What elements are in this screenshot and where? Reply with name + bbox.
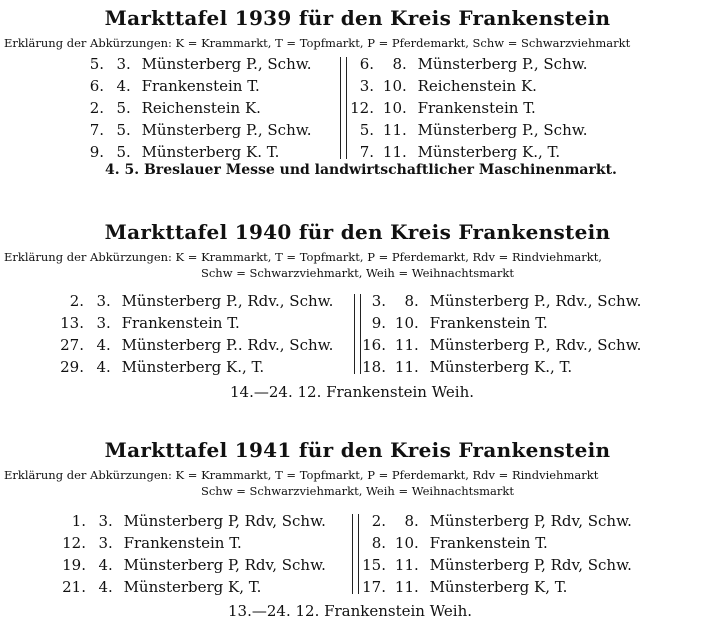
market-month: 8.	[404, 292, 419, 310]
section-title-1940: Markttafel 1940 für den Kreis Frankenstein	[104, 220, 611, 244]
market-entry: Münsterberg K, T.	[429, 578, 568, 596]
market-entry: Frankenstein T.	[429, 314, 548, 332]
abbreviation-legend-1941: Erklärung der Abkürzungen: K = Krammarkt, T = Topfmarkt, P = Pferdemarkt, Rdv = Rindviehmarkt	[4, 468, 599, 482]
market-entry: Münsterberg P., Schw.	[141, 121, 312, 139]
market-entry: Reichenstein K.	[417, 77, 537, 95]
market-entry: Münsterberg P, Rdv, Schw.	[123, 512, 326, 530]
market-month: 4.	[98, 556, 113, 574]
market-day: 13.	[60, 314, 84, 332]
table-row	[48, 312, 240, 334]
section-footer-1940: 14.—24. 12. Frankenstein Weih.	[230, 383, 475, 401]
market-day: 3.	[371, 292, 386, 310]
section-title-1939: Markttafel 1939 für den Kreis Frankenstein	[104, 6, 611, 30]
market-month: 8.	[404, 512, 419, 530]
market-day: 9.	[371, 314, 386, 332]
market-day: 16.	[362, 336, 386, 354]
table-row	[50, 532, 242, 554]
market-entry: Frankenstein T.	[429, 534, 548, 552]
market-month: 10.	[394, 534, 419, 552]
table-row	[338, 53, 588, 75]
table-row	[350, 554, 632, 576]
market-month: 11.	[382, 143, 407, 161]
market-entry: Münsterberg P., Schw.	[417, 55, 588, 73]
market-entry: Reichenstein K.	[141, 99, 261, 117]
table-row	[350, 334, 641, 356]
table-row	[350, 510, 632, 532]
table-row	[338, 97, 536, 119]
table-row	[68, 119, 312, 141]
market-month: 10.	[394, 314, 419, 332]
market-day: 15.	[362, 556, 386, 574]
market-entry: Frankenstein T.	[141, 77, 260, 95]
market-day: 2.	[69, 292, 84, 310]
market-month: 3.	[116, 55, 131, 73]
table-row	[68, 75, 260, 97]
market-month: 5.	[116, 99, 131, 117]
market-day: 1.	[71, 512, 86, 530]
table-row	[350, 532, 548, 554]
table-row	[350, 356, 572, 378]
market-entry: Frankenstein T.	[123, 534, 242, 552]
market-entry: Münsterberg K., T.	[417, 143, 561, 161]
table-row	[68, 53, 312, 75]
table-row	[48, 334, 333, 356]
market-entry: Münsterberg P., Rdv., Schw.	[429, 292, 642, 310]
market-day: 7.	[359, 143, 374, 161]
table-row	[350, 312, 548, 334]
table-row	[50, 576, 261, 598]
market-month: 11.	[382, 121, 407, 139]
market-month: 4.	[116, 77, 131, 95]
market-month: 11.	[394, 556, 419, 574]
market-day: 18.	[362, 358, 386, 376]
market-month: 5.	[116, 121, 131, 139]
market-day: 6.	[89, 77, 104, 95]
market-entry: Münsterberg P., Schw.	[141, 55, 312, 73]
table-row	[50, 510, 326, 532]
market-entry: Münsterberg P, Rdv, Schw.	[123, 556, 326, 574]
table-row	[48, 290, 333, 312]
section-footer-1939: 4. 5. Breslauer Messe und landwirtschaftlicher Maschinenmarkt.	[105, 162, 617, 178]
market-day: 9.	[89, 143, 104, 161]
market-day: 17.	[362, 578, 386, 596]
market-entry: Münsterberg P., Rdv., Schw.	[121, 292, 334, 310]
section-title-1941: Markttafel 1941 für den Kreis Frankenstein	[104, 438, 611, 462]
market-entry: Münsterberg P., Schw.	[417, 121, 588, 139]
market-day: 2.	[89, 99, 104, 117]
table-row	[350, 290, 641, 312]
market-day: 2.	[371, 512, 386, 530]
market-month: 3.	[96, 292, 111, 310]
market-entry: Frankenstein T.	[417, 99, 536, 117]
market-day: 8.	[371, 534, 386, 552]
market-month: 11.	[394, 358, 419, 376]
table-row	[68, 141, 279, 163]
market-entry: Münsterberg K, T.	[123, 578, 262, 596]
market-month: 8.	[392, 55, 407, 73]
market-month: 11.	[394, 578, 419, 596]
market-day: 7.	[89, 121, 104, 139]
market-day: 21.	[62, 578, 86, 596]
market-month: 3.	[98, 512, 113, 530]
abbreviation-legend-1941-line2: Schw = Schwarzviehmarkt, Weih = Weihnachtsmarkt	[200, 484, 514, 498]
market-month: 10.	[382, 99, 407, 117]
market-entry: Münsterberg P, Rdv, Schw.	[429, 556, 632, 574]
table-row	[338, 75, 537, 97]
market-month: 11.	[394, 336, 419, 354]
table-row	[68, 97, 261, 119]
market-day: 6.	[359, 55, 374, 73]
market-day: 3.	[359, 77, 374, 95]
market-entry: Münsterberg K., T.	[121, 358, 265, 376]
market-entry: Münsterberg K. T.	[141, 143, 280, 161]
market-month: 3.	[96, 314, 111, 332]
market-day: 27.	[60, 336, 84, 354]
market-month: 10.	[382, 77, 407, 95]
market-entry: Frankenstein T.	[121, 314, 240, 332]
table-row	[350, 576, 567, 598]
abbreviation-legend-1939: Erklärung der Abkürzungen: K = Krammarkt, T = Topfmarkt, P = Pferdemarkt, Schw = Schwarzviehmarkt	[4, 36, 631, 50]
table-row	[50, 554, 326, 576]
market-day: 19.	[62, 556, 86, 574]
market-entry: Münsterberg P., Rdv., Schw.	[429, 336, 642, 354]
market-entry: Münsterberg P.. Rdv., Schw.	[121, 336, 334, 354]
table-row	[338, 119, 588, 141]
market-day: 12.	[350, 99, 374, 117]
market-day: 12.	[62, 534, 86, 552]
market-month: 4.	[96, 336, 111, 354]
market-day: 5.	[89, 55, 104, 73]
market-day: 29.	[60, 358, 84, 376]
market-month: 4.	[98, 578, 113, 596]
table-row	[48, 356, 264, 378]
section-footer-1941: 13.—24. 12. Frankenstein Weih.	[228, 602, 473, 620]
market-entry: Münsterberg P, Rdv, Schw.	[429, 512, 632, 530]
abbreviation-legend-1940-line2: Schw = Schwarzviehmarkt, Weih = Weihnachtsmarkt	[200, 266, 514, 280]
market-day: 5.	[359, 121, 374, 139]
market-month: 4.	[96, 358, 111, 376]
market-entry: Münsterberg K., T.	[429, 358, 573, 376]
abbreviation-legend-1940: Erklärung der Abkürzungen: K = Krammarkt, T = Topfmarkt, P = Pferdemarkt, Rdv = Rindviehmarkt,	[4, 250, 602, 264]
market-month: 5.	[116, 143, 131, 161]
market-month: 3.	[98, 534, 113, 552]
table-row	[338, 141, 560, 163]
